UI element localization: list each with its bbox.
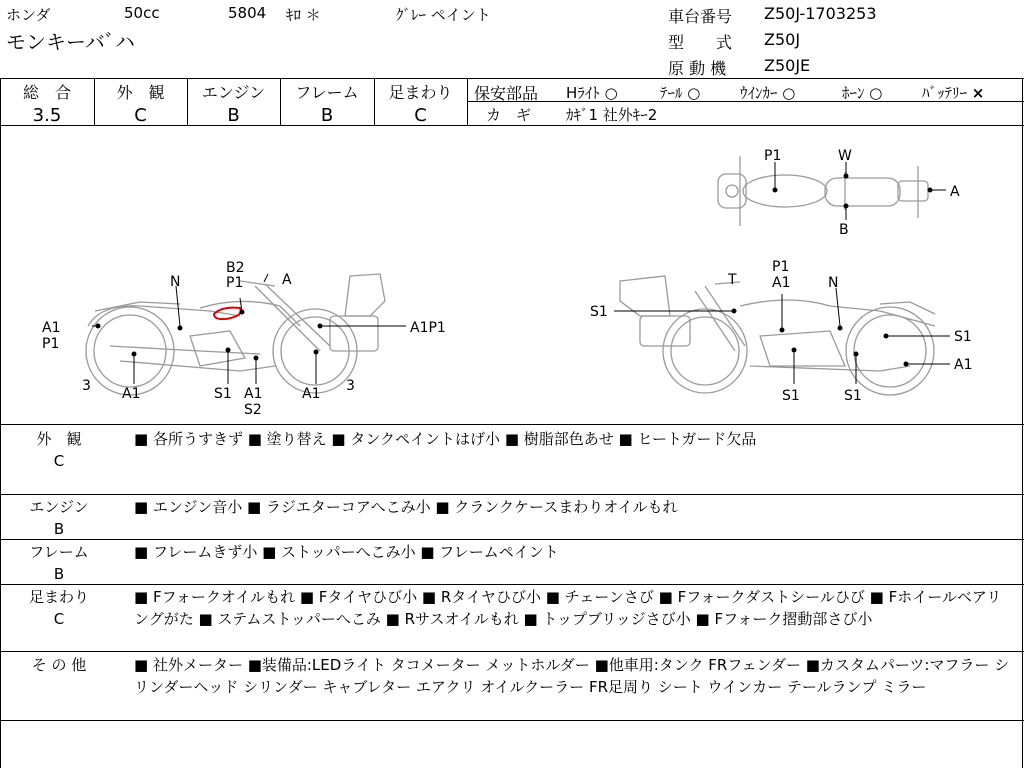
- rating-value: C: [414, 105, 427, 126]
- section-suspension-label: 足まわり C: [28, 588, 89, 628]
- model-type-value: Z50J: [764, 30, 801, 49]
- rating-overall: [0, 80, 94, 126]
- divider: [0, 424, 1024, 425]
- divider: [0, 539, 1024, 540]
- label-l-b2: B2: [226, 260, 245, 276]
- label-l-a: A: [282, 272, 292, 288]
- top-view-bike: [718, 156, 928, 226]
- label-l-a1: A1: [42, 320, 61, 336]
- section-suspension-notes: ■ Fフォークオイルもれ ■ Fタイヤひび小 ■ Rタイヤひび小 ■ チェーンさび ■ Fフォークダストシールひび ■ Fホイールベアリングがた ■ ステムストッパーへこみ ■ Rサスオイルもれ ■ トップブリッジさび小 ■ Fフォーク摺動部さび小: [134, 588, 1002, 628]
- label-r-s1d: S1: [844, 388, 862, 404]
- label-top-w: W: [838, 148, 852, 164]
- mileage-mark: ｷﾛ ＊: [286, 6, 321, 24]
- section-engine-notes: ■ エンジン音小 ■ ラジエターコアへこみ小 ■ クランクケースまわりオイルもれ: [134, 498, 678, 516]
- rating-value: C: [134, 105, 147, 126]
- body-color: ｸﾞﾚｰ ペイント: [396, 6, 491, 24]
- engine-type-label: 原 動 機: [668, 59, 727, 78]
- rating-value: B: [320, 105, 334, 126]
- label-r-p1: P1: [772, 259, 790, 275]
- rating-label: 足まわり: [388, 83, 453, 102]
- label-l-3b: 3: [346, 378, 355, 394]
- safety-label: 保安部品: [474, 84, 539, 103]
- rating-label: フレーム: [295, 83, 359, 102]
- frame-no-value: Z50J-1703253: [764, 4, 877, 23]
- rating-label: エンジン: [201, 83, 266, 102]
- frame-no-label: 車台番号: [668, 7, 733, 26]
- safety-winker: ｳｲﾝｶｰ ○: [740, 84, 796, 102]
- label-r-s1c: S1: [782, 388, 800, 404]
- label-top-p1: P1: [764, 148, 782, 164]
- divider: [467, 78, 468, 125]
- rating-value: B: [227, 105, 240, 126]
- section-frame-label: フレーム B: [29, 543, 89, 583]
- label-l-p1b: P1: [42, 336, 60, 352]
- key-label: カ ギ: [486, 106, 532, 124]
- label-top-b: B: [839, 222, 849, 238]
- safety-battery: ﾊﾞｯﾃﾘｰ ×: [922, 84, 985, 102]
- rating-value: 3.5: [32, 105, 62, 126]
- label-l-p1: P1: [226, 275, 244, 291]
- engine-type-value: Z50JE: [764, 56, 811, 75]
- section-engine-label: エンジン B: [29, 498, 89, 538]
- left-side-bike: [86, 274, 385, 395]
- label-l-s2: S2: [244, 402, 262, 418]
- rating-frame: [280, 80, 374, 126]
- label-l-a1p1: A1P1: [410, 320, 446, 336]
- section-exterior-notes: ■ 各所うすきず ■ 塗り替え ■ タンクペイントはげ小 ■ 樹脂部色あせ ■ ヒートガード欠品: [134, 430, 757, 448]
- label-r-a1: A1: [772, 275, 791, 291]
- label-r-n: N: [828, 275, 839, 291]
- safety-headlight: Hﾗｲﾄ ○: [566, 84, 618, 102]
- divider: [0, 651, 1024, 652]
- maker: ホンダ: [6, 6, 51, 24]
- section-other-notes: ■ 社外メーター ■装備品:LEDライト タコメーター メットホルダー ■他車用:タンク FRフェンダー ■カスタムパーツ:マフラー シリンダーヘッド シリンダー キャブレター エアクリ オイルクーラー FR足周り シート ウインカー テールランプ ミラー: [134, 656, 1010, 696]
- label-r-s1: S1: [590, 304, 608, 320]
- label-l-a1c: A1: [244, 386, 263, 402]
- divider: [1022, 78, 1023, 768]
- divider: [0, 584, 1024, 585]
- model-name: モンキーバﾞハ: [6, 30, 135, 54]
- label-l-a1d: A1: [302, 386, 321, 402]
- divider: [0, 78, 1024, 79]
- label-l-n: N: [170, 274, 181, 290]
- displacement: 50cc: [124, 4, 160, 22]
- label-l-3a: 3: [82, 378, 91, 394]
- safety-taillight: ﾃｰﾙ ○: [660, 84, 701, 102]
- label-r-t: T: [728, 272, 737, 288]
- divider: [0, 494, 1024, 495]
- label-l-a1b: A1: [122, 386, 141, 402]
- damage-diagram: [0, 126, 1022, 424]
- label-top-a: A: [950, 184, 960, 200]
- label-r-a1b: A1: [954, 357, 973, 373]
- stock-number: 5804: [228, 4, 267, 22]
- section-frame-notes: ■ フレームきず小 ■ ストッパーへこみ小 ■ フレームペイント: [134, 543, 559, 561]
- safety-horn: ﾎｰﾝ ○: [842, 84, 883, 102]
- rating-engine: [187, 80, 280, 126]
- rating-suspension: [374, 80, 467, 126]
- divider: [0, 720, 1024, 721]
- rating-label: 総 合: [22, 83, 71, 102]
- rating-label: 外 観: [116, 83, 165, 102]
- section-other-label: そ の 他: [31, 656, 87, 674]
- rating-exterior: [94, 80, 187, 126]
- section-exterior-label: 外 観 C: [36, 430, 82, 470]
- model-type-label: 型 式: [668, 33, 733, 52]
- key-value: ｶｷﾞ1 社外ｷｰ2: [566, 106, 658, 124]
- label-l-s1: S1: [214, 386, 232, 402]
- label-r-s1b: S1: [954, 329, 972, 345]
